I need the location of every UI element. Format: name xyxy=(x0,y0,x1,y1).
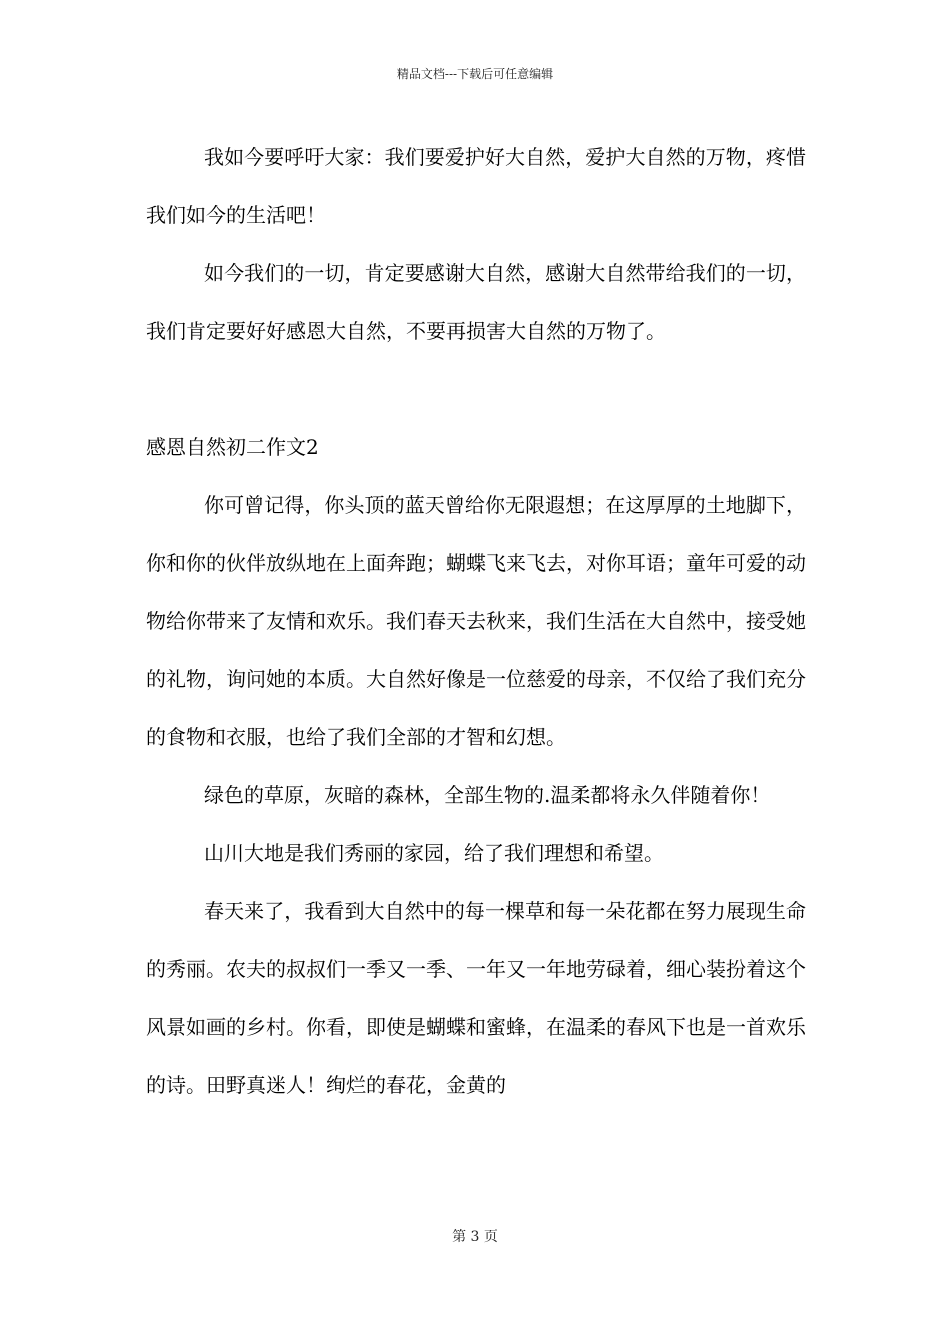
section-heading: 感恩自然初二作文2 xyxy=(146,435,319,459)
paragraph: 山川大地是我们秀丽的家园，给了我们理想和希望。 xyxy=(204,841,664,865)
paragraph: 我如今要呼吁大家：我们要爱护好大自然，爱护大自然的万物，疼惜我们如今的生活吧！ xyxy=(146,145,806,227)
paragraph: 你可曾记得，你头顶的蓝天曾给你无限遐想；在这厚厚的土地脚下，你和你的伙伴放纵地在上面奔跑；蝴蝶飞来飞去，对你耳语；童年可爱的动物给你带来了友情和欢乐。我们春天去秋来，我们生活在大自然中，接受她的礼物，询问她的本质。大自然好像是一位慈爱的母亲，不仅给了我们充分的食物和衣服，也给了我们全部的才智和幻想。 xyxy=(146,493,806,749)
paragraph-gap xyxy=(146,360,806,418)
paragraph: 春天来了，我看到大自然中的每一棵草和每一朵花都在努力展现生命的秀丽。农夫的叔叔们一季又一季、一年又一年地劳碌着，细心装扮着这个风景如画的乡村。你看，即使是蝴蝶和蜜蜂，在温柔的春风下也是一首欢乐的诗。田野真迷人！绚烂的春花，金黄的 xyxy=(146,899,806,1097)
page-number: 第 3 页 xyxy=(452,1229,498,1245)
page-header: 精品文档---下载后可任意编辑 xyxy=(396,67,554,81)
paragraph: 如今我们的一切，肯定要感谢大自然，感谢大自然带给我们的一切，我们肯定要好好感恩大自然，不要再损害大自然的万物了。 xyxy=(146,261,806,343)
document-body xyxy=(146,128,806,1114)
paragraph: 绿色的草原，灰暗的森林，全部生物的.温柔都将永久伴随着你！ xyxy=(204,783,771,807)
